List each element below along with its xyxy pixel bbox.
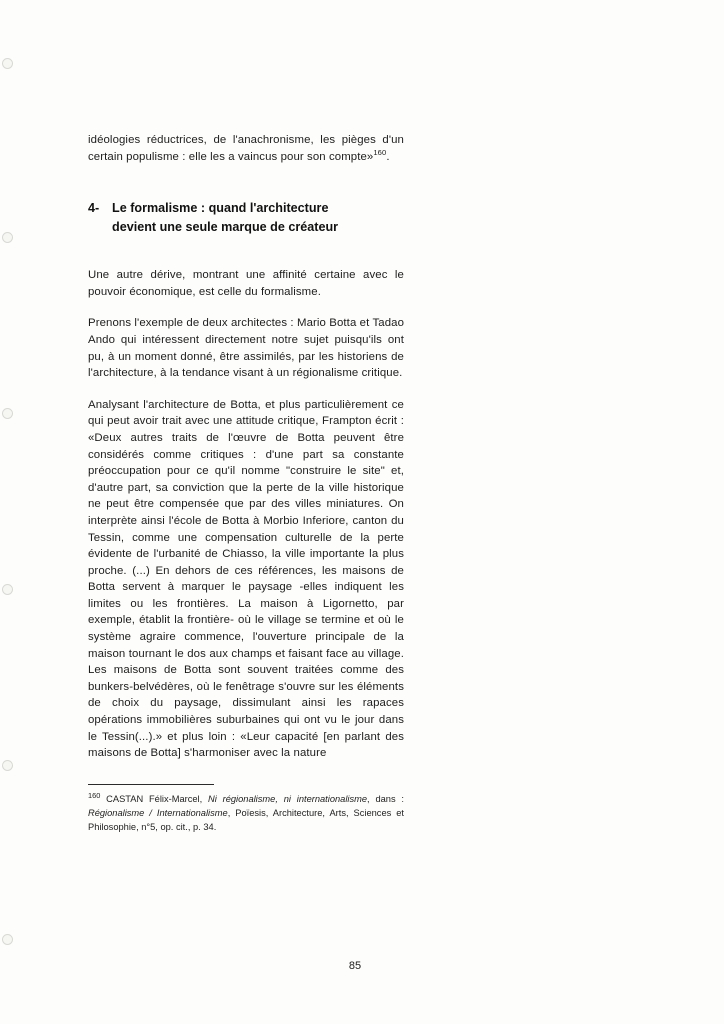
footnote-number: 160 bbox=[88, 790, 101, 800]
footnote bbox=[88, 792, 404, 835]
punch-hole-icon bbox=[2, 584, 13, 595]
punch-hole-icon bbox=[2, 934, 13, 945]
paragraph-text: idéologies réductrices, de l'anachronisme, les pièges d'un certain populisme : elle les a vaincus pour son compte» bbox=[88, 134, 404, 163]
section-title-line1: Le formalisme : quand l'architecture bbox=[112, 201, 329, 216]
section-title bbox=[112, 199, 404, 237]
page-text-column bbox=[88, 132, 404, 834]
section-heading bbox=[88, 199, 404, 237]
footnote-text-part3: , Poïesis, Architecture, Arts, Sciences et Philosophie, n°5, op. cit., p. 34. bbox=[88, 808, 405, 833]
paragraph: Une autre dérive, montrant une affinité certaine avec le pouvoir économique, est celle du formalisme. bbox=[88, 269, 404, 298]
punch-hole-icon bbox=[2, 232, 13, 243]
paragraph: Analysant l'architecture de Botta, et plus particulièrement ce qui peut avoir trait avec une attitude critique, Frampton écrit : «Deux autres traits de l'œuvre de Botta peuvent être considérés comme critiques : d'une part sa constante préoccupation pour ce qu'il nomme "construire le site" et, d'autre part, sa conviction que la perte de la ville historique ne peut être compensée que par des villes miniatures. On interprète ainsi l'école de Botta à Morbio Inferiore, canton du Tessin, comme une compensation culturelle de la perte évidente de l'urbanité de Chiasso, la ville importante la plus proche. (...) En dehors de ces références, les maisons de Botta servent à marquer le paysage -elles indiquent les limites ou les frontières. La maison à Ligornetto, par exemple, établit la frontière- où le village se termine et où le système agraire commence, l'ouverture principale de la maison tournant le dos aux champs et faisant face au village. Les maisons de Botta sont souvent traitées comme des bunkers-belvédères, où le fenêtrage s'ouvre sur les éléments de choix du paysage, dissimulant ainsi les rapaces opérations immobilières suburbaines qui ont vu le jour dans le Tessin(...).» et plus loin : «Leur capacité [en parlant des maisons de Botta] s'harmoniser avec la nature bbox=[88, 398, 404, 760]
section-number: 4- bbox=[88, 201, 100, 216]
footnote-reference: 160 bbox=[373, 147, 387, 157]
punch-hole-icon bbox=[2, 760, 13, 771]
footnote-text-part2: , dans : bbox=[367, 793, 404, 804]
punch-hole-icon bbox=[2, 408, 13, 419]
punch-hole-icon bbox=[2, 58, 13, 69]
paragraph-text-tail: . bbox=[386, 150, 390, 163]
page-number-value: 85 bbox=[348, 960, 362, 972]
paragraph: Prenons l'exemple de deux architectes : Mario Botta et Tadao Ando qui intéressent directement notre sujet puisqu'ils ont pu, à un moment donné, être assimilés, par les historiens de l'architecture, à la tendance visant à un régionalisme critique. bbox=[88, 317, 404, 380]
footnote-text-part1: CASTAN Félix-Marcel, bbox=[100, 793, 209, 804]
footnote-italic-title-2: Régionalisme / Internationalisme bbox=[88, 808, 228, 819]
page-number bbox=[0, 960, 724, 972]
footnote-separator bbox=[88, 784, 214, 785]
section-title-line2: devient une seule marque de créateur bbox=[112, 220, 339, 235]
paragraph-continuation bbox=[88, 132, 404, 165]
footnote-italic-title-1: Ni régionalisme, ni internationalisme bbox=[208, 793, 368, 804]
